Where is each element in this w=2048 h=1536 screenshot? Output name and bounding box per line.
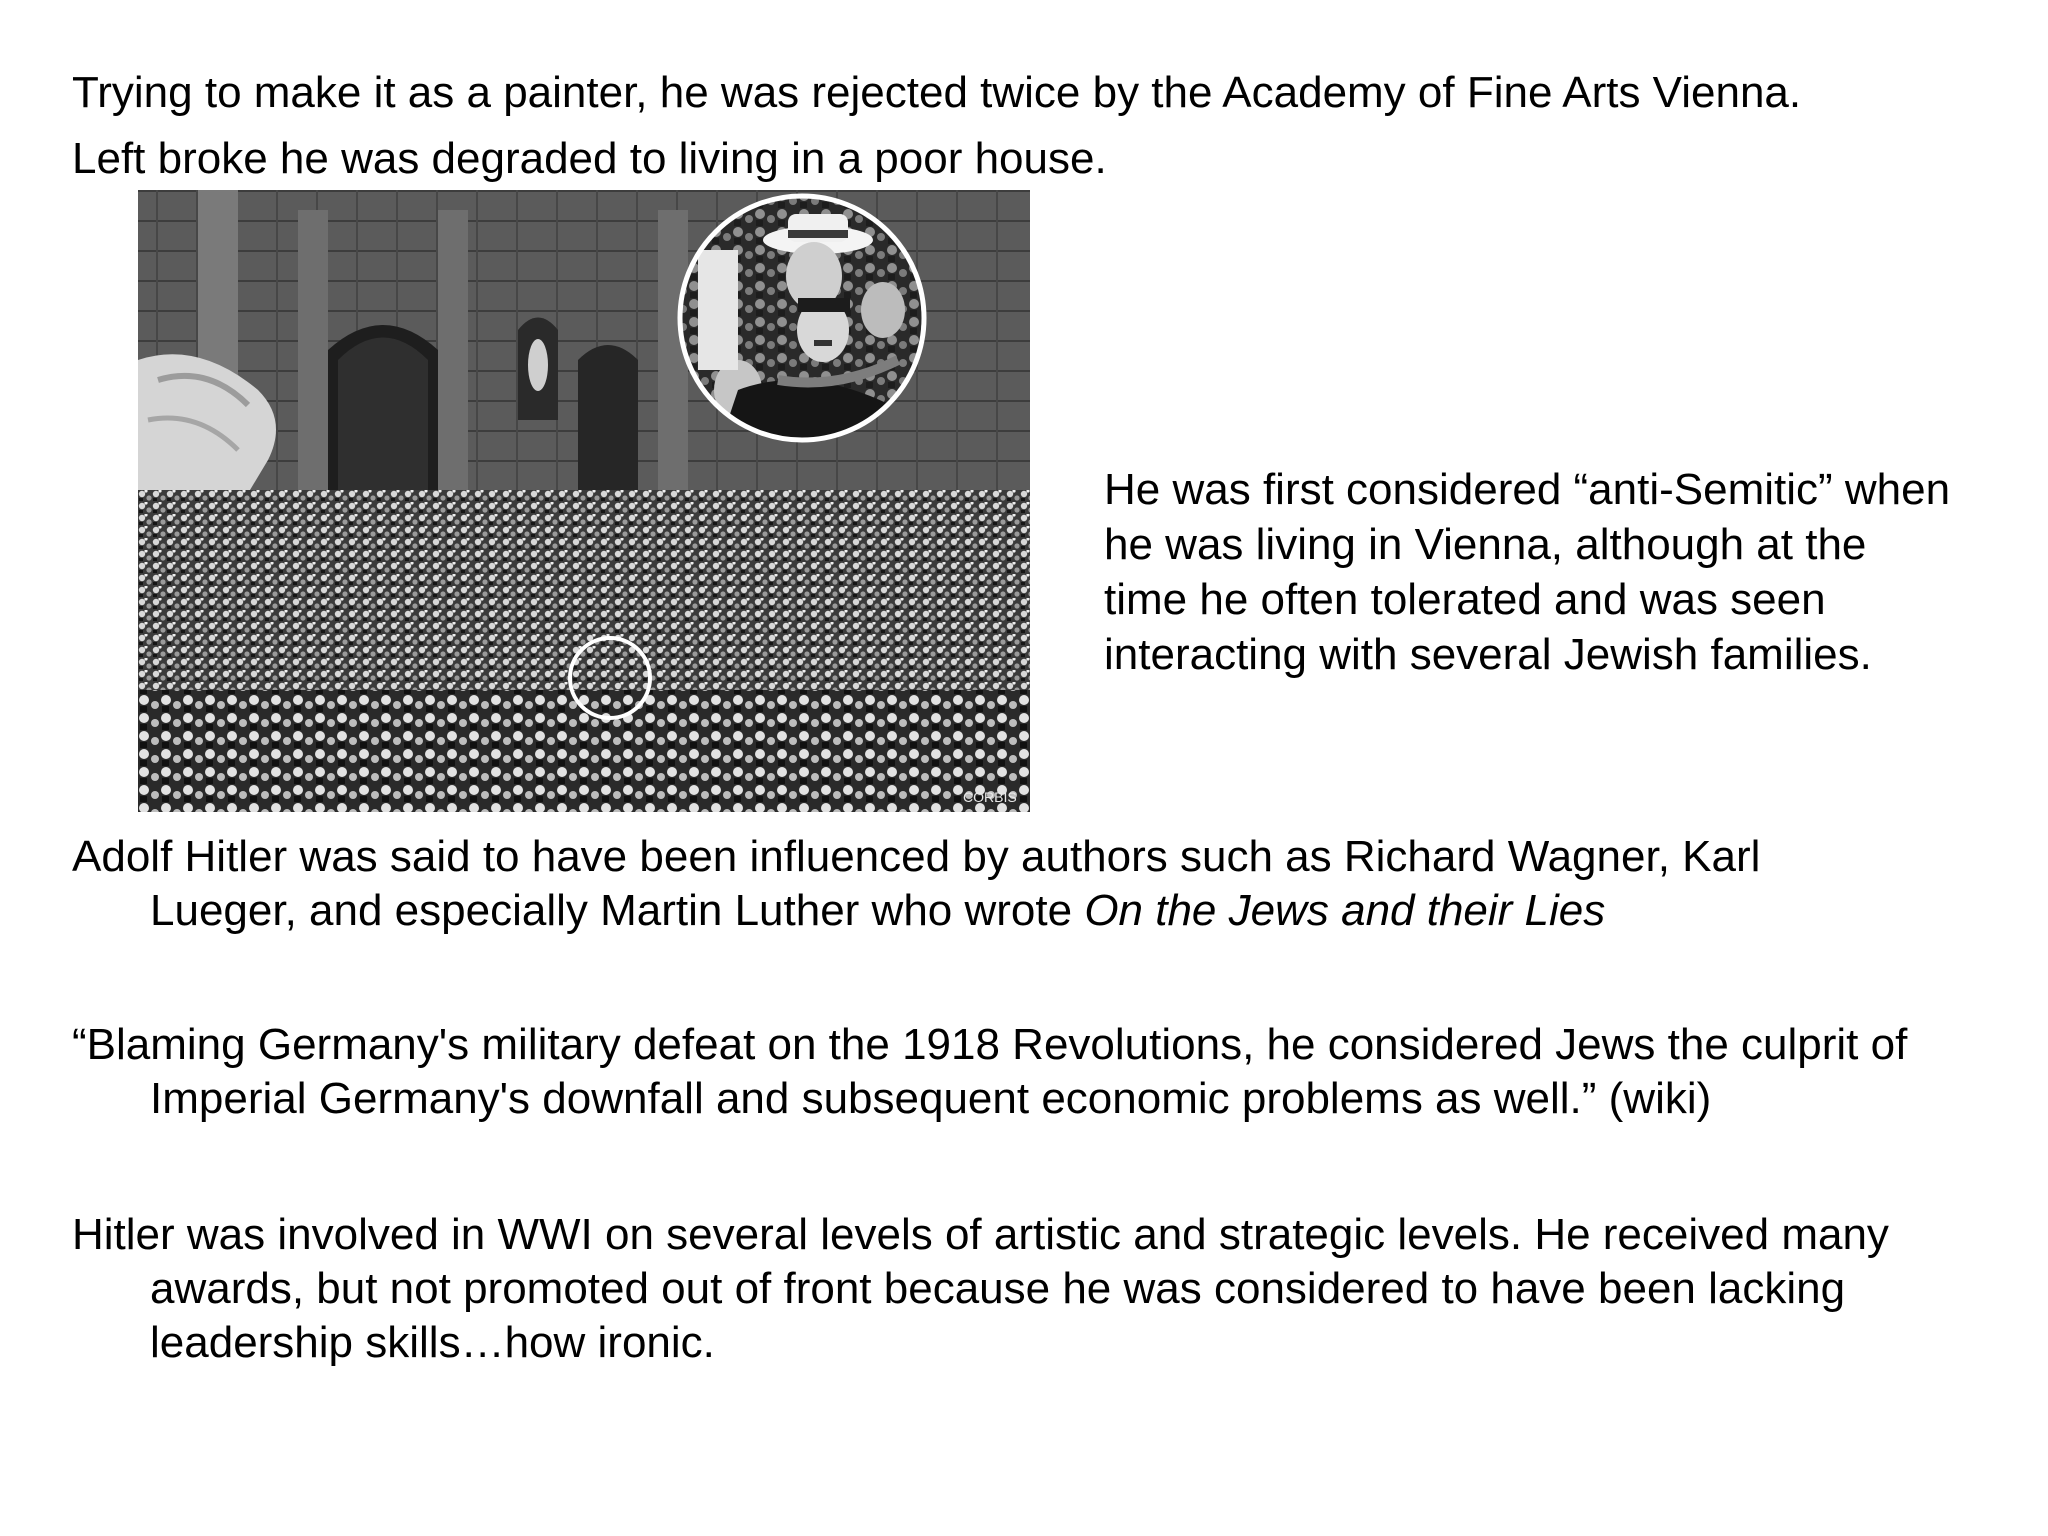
crowd-photo bbox=[138, 190, 1030, 812]
quote-paragraph bbox=[72, 1018, 2012, 1126]
side-text bbox=[1104, 462, 2024, 682]
quote-line-2: Imperial Germany's downfall and subsequent economic problems as well.” (wiki) bbox=[150, 1074, 1712, 1123]
side-text-line-3: time he often tolerated and was seen bbox=[1104, 575, 1826, 624]
wwi-line-2: awards, but not promoted out of front because he was considered to have been lacking bbox=[150, 1264, 1846, 1313]
influence-line-2-plain: Lueger, and especially Martin Luther who wrote bbox=[150, 886, 1085, 935]
influence-paragraph bbox=[72, 830, 2012, 938]
wwi-paragraph bbox=[72, 1208, 2012, 1370]
photo-watermark: CORBIS bbox=[963, 789, 1017, 805]
side-text-line-1: He was first considered “anti-Semitic” when bbox=[1104, 465, 1951, 514]
side-text-line-4: interacting with several Jewish families. bbox=[1104, 630, 1872, 679]
intro-line-1: Trying to make it as a painter, he was rejected twice by the Academy of Fine Arts Vienna. bbox=[72, 68, 1802, 117]
intro-line-2: Left broke he was degraded to living in a poor house. bbox=[72, 134, 1107, 183]
side-text-line-2: he was living in Vienna, although at the bbox=[1104, 520, 1867, 569]
quote-line-1: “Blaming Germany's military defeat on the 1918 Revolutions, he considered Jews the culprit of bbox=[72, 1020, 1908, 1069]
influence-line-1: Adolf Hitler was said to have been influenced by authors such as Richard Wagner, Karl bbox=[72, 832, 1761, 881]
wwi-line-3: leadership skills…how ironic. bbox=[150, 1318, 715, 1367]
wwi-line-1: Hitler was involved in WWI on several levels of artistic and strategic levels. He received many bbox=[72, 1210, 1889, 1259]
book-title: On the Jews and their Lies bbox=[1084, 886, 1606, 935]
influence-line-2 bbox=[72, 884, 2012, 938]
